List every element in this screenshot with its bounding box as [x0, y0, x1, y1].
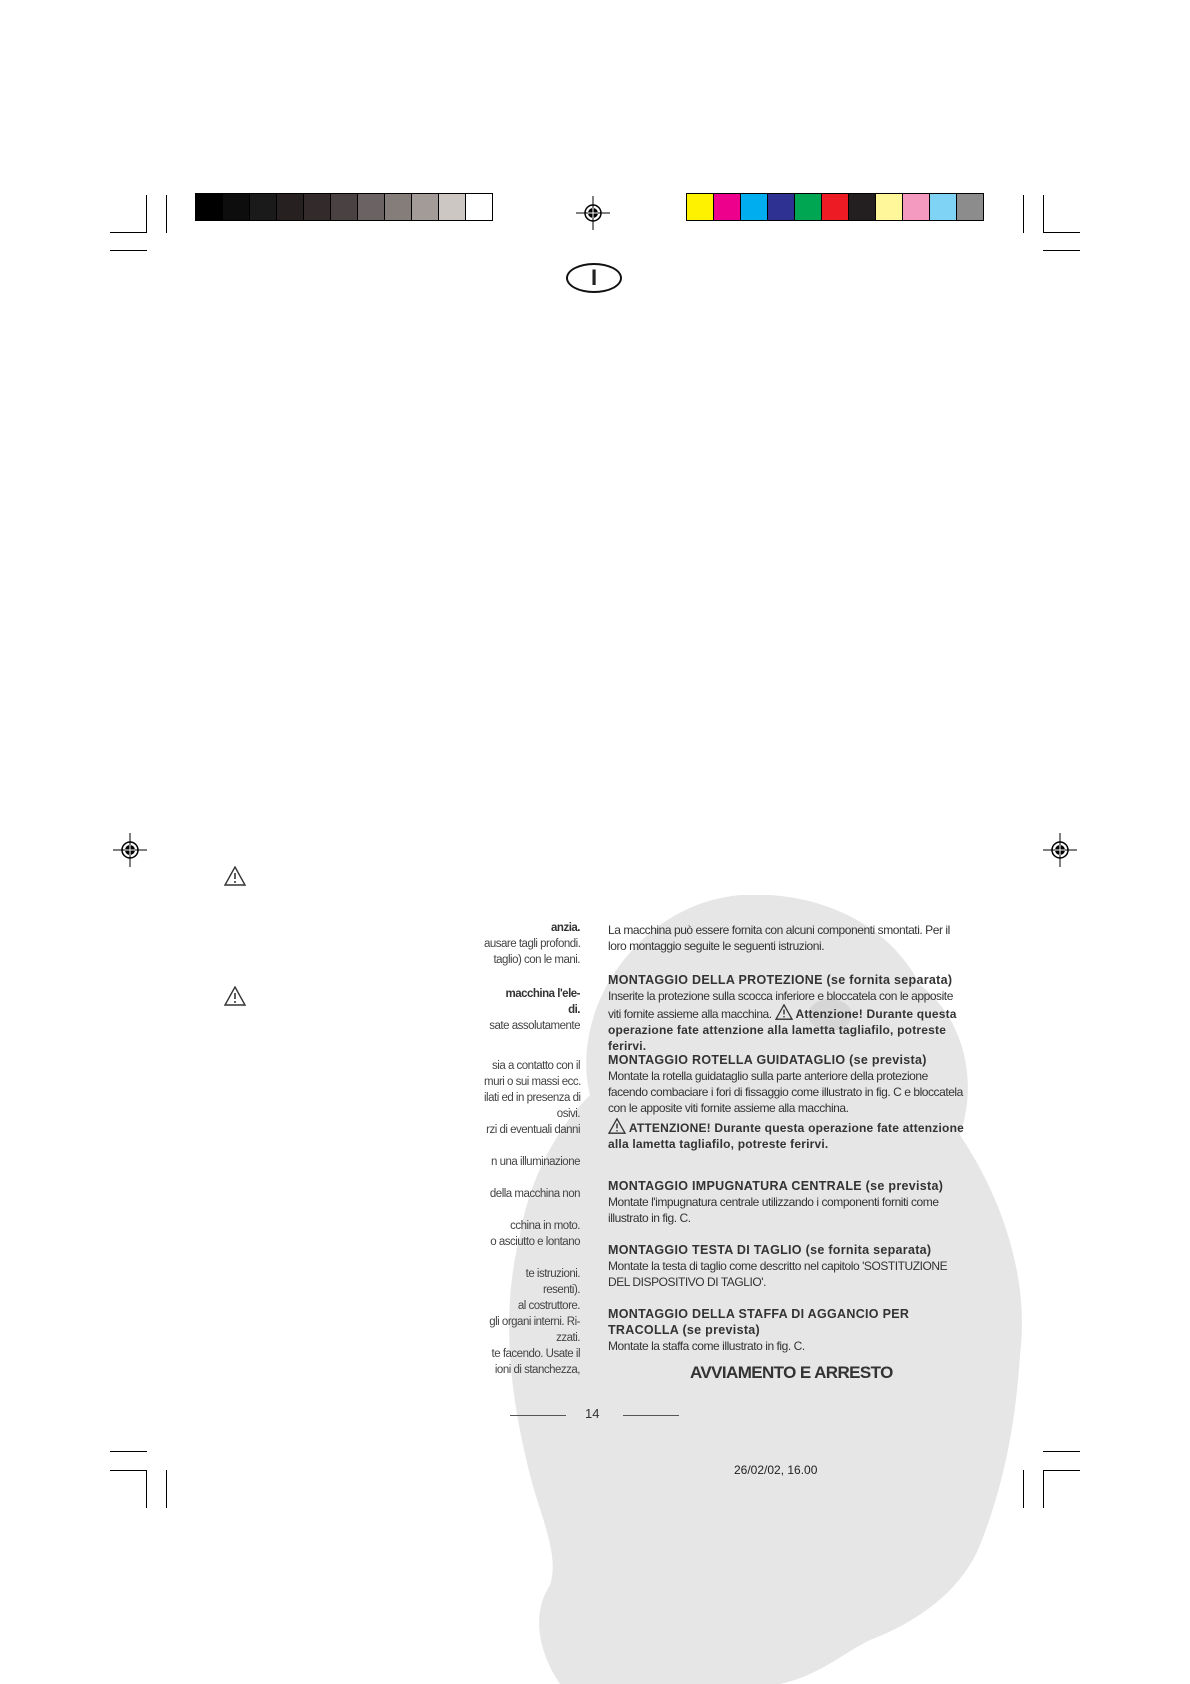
color-swatch: [331, 194, 358, 220]
crop-mark: [1043, 232, 1080, 233]
fragment-text: sia a contatto con il: [492, 1060, 580, 1072]
fragment-text: ilati ed in presenza di: [484, 1092, 581, 1104]
section-title: MONTAGGIO DELLA STAFFA DI AGGANCIO PER TRACOLLA (se prevista): [608, 1307, 910, 1337]
section-impugnatura: [608, 1178, 964, 1226]
color-swatch: [822, 194, 849, 220]
color-swatch: [304, 194, 331, 220]
grayscale-color-bar: [195, 193, 493, 221]
fragment-text: macchina l'ele-: [505, 988, 580, 1000]
registration-mark-right: [1043, 833, 1077, 867]
color-swatch: [439, 194, 466, 220]
fragment-text: gli organi interni. Ri-: [489, 1316, 580, 1328]
fragment-text: al costruttore.: [517, 1300, 580, 1312]
section-rotella: [608, 1052, 964, 1152]
print-timestamp: 26/02/02, 16.00: [734, 1463, 818, 1477]
crop-mark: [110, 1470, 147, 1471]
section-text: Montate l'impugnatura centrale utilizzando i componenti forniti come illustrato in fig. C.: [608, 1195, 939, 1225]
warning-triangle-icon: [224, 986, 246, 1006]
warning-triangle-icon: [608, 1118, 626, 1134]
section-text: Montate la rotella guidataglio sulla parte anteriore della protezione facendo combaciare i fori di fissaggio come illustrato in fig. C e bloccatela con le apposite viti fornite assieme alla macchina.: [608, 1069, 963, 1115]
registration-mark-left: [113, 833, 147, 867]
fragment-text: taglio) con le mani.: [493, 954, 580, 966]
section-text: Montate la testa di taglio come descritto nel capitolo 'SOSTITUZIONE DEL DISPOSITIVO DI TAGLIO'.: [608, 1259, 948, 1289]
color-swatch: [876, 194, 903, 220]
footer-rule-right: [623, 1415, 679, 1416]
crop-mark: [1043, 1451, 1080, 1452]
color-swatch: [714, 194, 741, 220]
process-color-bar: [686, 193, 984, 221]
page-number: 14: [585, 1406, 600, 1421]
registration-mark-top: [576, 196, 610, 230]
color-swatch: [385, 194, 412, 220]
color-swatch: [741, 194, 768, 220]
section-title: MONTAGGIO DELLA PROTEZIONE (se fornita separata): [608, 973, 953, 987]
crop-mark: [1043, 250, 1080, 251]
color-swatch: [250, 194, 277, 220]
crop-mark: [1043, 195, 1044, 233]
color-swatch: [358, 194, 385, 220]
color-swatch: [277, 194, 304, 220]
crop-mark: [1043, 1470, 1080, 1471]
fragment-text: zzati.: [556, 1332, 580, 1344]
fragment-text: della macchina non: [489, 1188, 580, 1200]
section-title: MONTAGGIO ROTELLA GUIDATAGLIO (se prevista): [608, 1053, 927, 1067]
section-text: Inserite la protezione sulla scocca inferiore e bloccatela con le apposite viti fornite assieme alla macchina.: [608, 989, 953, 1021]
warning-triangle-icon: [775, 1004, 793, 1020]
color-swatch: [849, 194, 876, 220]
color-swatch: [930, 194, 957, 220]
intro-paragraph: [608, 922, 964, 954]
color-swatch: [196, 194, 223, 220]
color-swatch: [957, 194, 983, 220]
warning-text: ATTENZIONE! Durante questa operazione fate attenzione alla lametta tagliafilo, potreste ferirvi.: [608, 1121, 964, 1151]
crop-mark: [1023, 195, 1024, 233]
section-text: Montate la staffa come illustrato in fig. C.: [608, 1339, 805, 1353]
color-swatch: [903, 194, 930, 220]
fragment-text: te facendo. Usate il: [491, 1348, 580, 1360]
fragment-text: resenti).: [542, 1284, 580, 1296]
crop-mark: [146, 195, 147, 233]
color-swatch: [466, 194, 492, 220]
fragment-text: osivi.: [556, 1108, 580, 1120]
color-swatch: [412, 194, 439, 220]
fragment-text: rzi di eventuali danni: [486, 1124, 580, 1136]
crop-mark: [146, 1470, 147, 1508]
crop-mark: [166, 195, 167, 233]
language-badge: I: [566, 263, 622, 293]
intro-text: La macchina può essere fornita con alcuni componenti smontati. Per il loro montaggio seguite le seguenti istruzioni.: [608, 923, 950, 953]
warning-text: Attenzione! Durante questa operazione fate attenzione alla lametta tagliafilo, potreste ferirvi.: [608, 1007, 957, 1053]
fragment-text: muri o sui massi ecc.: [484, 1076, 581, 1088]
crop-mark: [110, 250, 147, 251]
section-staffa: [608, 1306, 964, 1354]
fragment-text: ausare tagli profondi.: [484, 938, 581, 950]
crop-mark: [1043, 1470, 1044, 1508]
crop-mark: [166, 1470, 167, 1508]
color-swatch: [687, 194, 714, 220]
color-swatch: [795, 194, 822, 220]
crop-mark: [110, 1451, 147, 1452]
fragment-text: di.: [568, 1004, 580, 1016]
fragment-text: te istruzioni.: [525, 1268, 580, 1280]
footer-rule-left: [510, 1415, 566, 1416]
fragment-text: o asciutto e lontano: [490, 1236, 580, 1248]
section-testa: [608, 1242, 964, 1290]
color-swatch: [223, 194, 250, 220]
section-protezione: [608, 972, 964, 1054]
fragment-text: ioni di stanchezza,: [494, 1364, 580, 1376]
fragment-text: n una illuminazione: [491, 1156, 580, 1168]
fragment-text: anzia.: [551, 922, 580, 934]
section-title: MONTAGGIO IMPUGNATURA CENTRALE (se prevista): [608, 1179, 944, 1193]
section-title: MONTAGGIO TESTA DI TAGLIO (se fornita separata): [608, 1243, 932, 1257]
next-section-heading: AVVIAMENTO E ARRESTO: [690, 1363, 893, 1382]
crop-mark: [110, 232, 147, 233]
color-swatch: [768, 194, 795, 220]
fragment-text: sate assolutamente: [489, 1020, 580, 1032]
fragment-text: cchina in moto.: [510, 1220, 580, 1232]
warning-triangle-icon: [224, 866, 246, 886]
